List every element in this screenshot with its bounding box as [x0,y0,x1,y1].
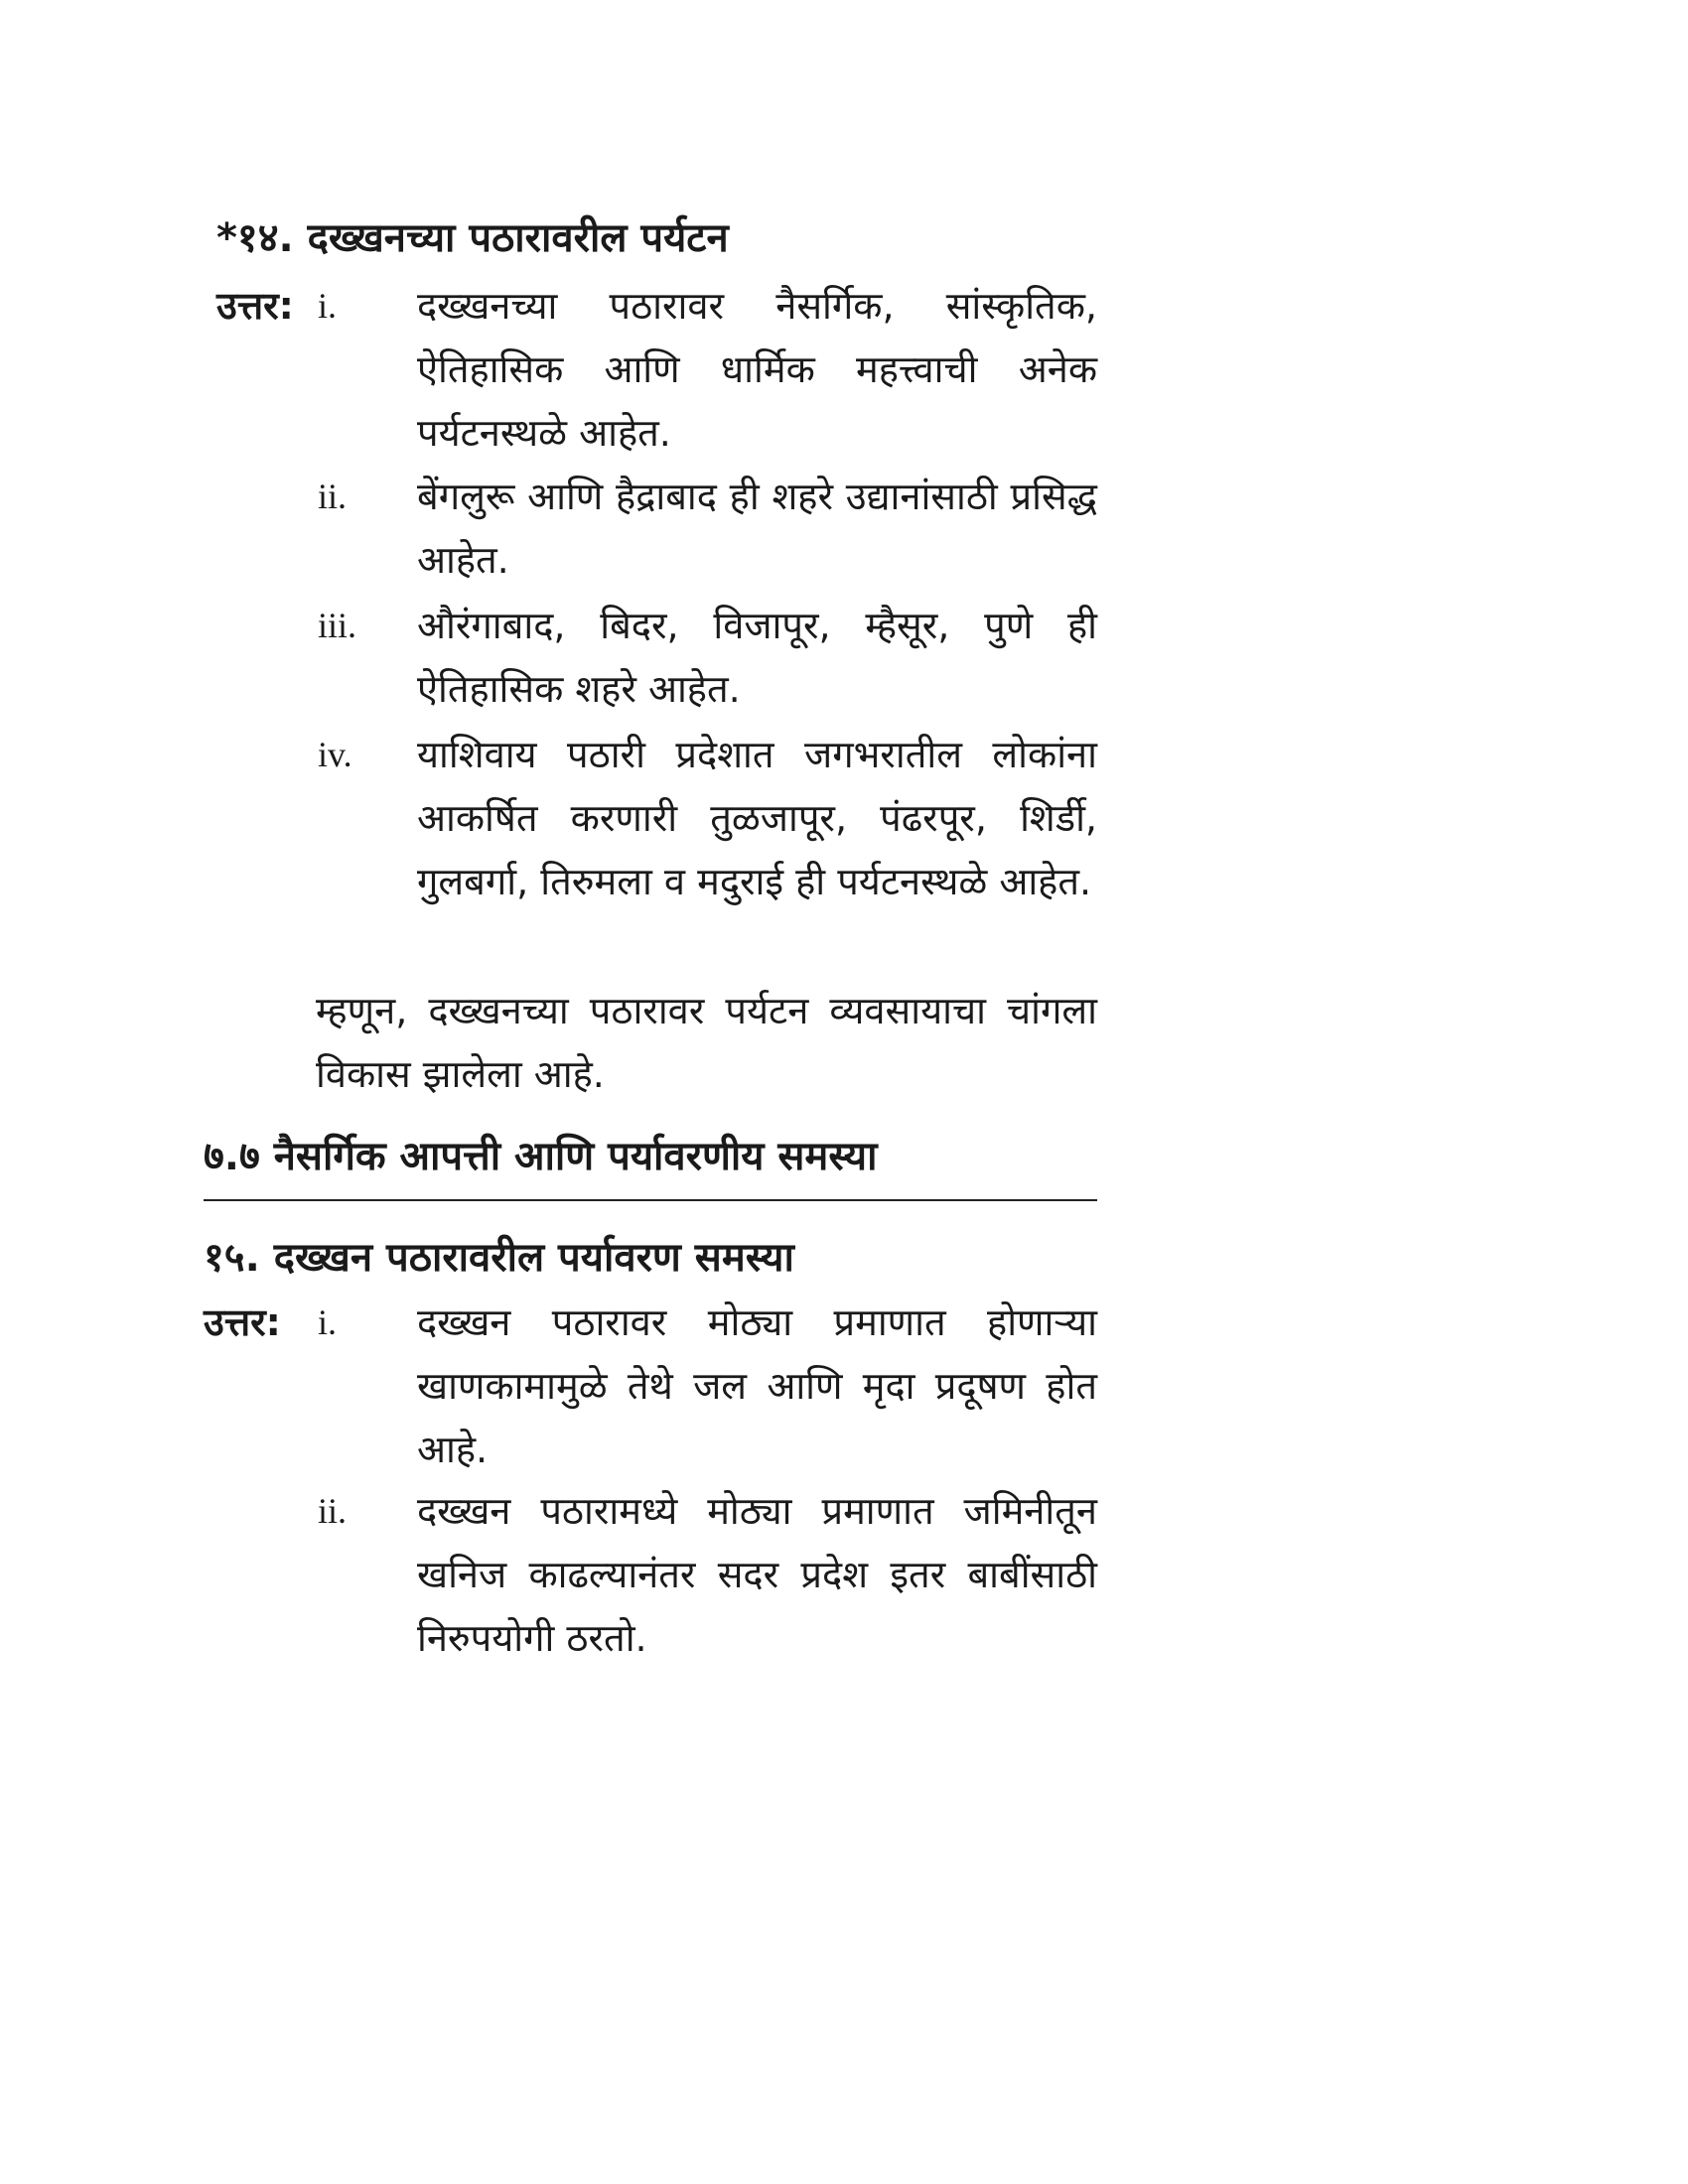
item-numeral: i. [318,286,338,326]
section-7-7-heading: ७.७ नैसर्गिक आपत्ती आणि पर्यावरणीय समस्या [204,1134,878,1179]
item-numeral: ii. [318,477,348,516]
item-text: दख्खनच्या पठारावर नैसर्गिक, सांस्कृतिक, ऐतिहासिक आणि धार्मिक महत्त्वाची अनेक पर्यटनस्थळे आहेत. [417,284,1097,455]
item-text: बेंगलुरू आणि हैद्राबाद ही शहरे उद्यानांसाठी प्रसिद्ध आहेत. [417,475,1097,582]
item-numeral: i. [318,1302,338,1342]
section-divider [204,1199,1097,1201]
answer-label-14: उत्तर: [216,284,294,328]
item-text: औरंगाबाद, बिदर, विजापूर, म्हैसूर, पुणे ही ऐतिहासिक शहरे आहेत. [417,604,1097,711]
item-numeral: iv. [318,735,352,774]
item-numeral: iii. [318,606,357,645]
item-text: दख्खन पठारामध्ये मोठ्या प्रमाणात जमिनीतून खनिज काढल्यानंतर सदर प्रदेश इतर बाबींसाठी निरुपयोगी ठरतो. [417,1489,1097,1660]
question-15-heading: १५. दख्खन पठारावरील पर्यावरण समस्या [204,1235,794,1281]
item-numeral: ii. [318,1491,348,1531]
conclusion-paragraph: म्हणून, दख्खनच्या पठारावर पर्यटन व्यवसायाचा चांगला विकास झालेला आहे. [316,989,1097,1096]
item-text: याशिवाय पठारी प्रदेशात जगभरातील लोकांना आकर्षित करणारी तुळजापूर, पंढरपूर, शिर्डी, गुलबर्गा, तिरुमला व मदुराई ही पर्यटनस्थळे आहेत. [417,733,1097,903]
question-14-heading: *१४. दख्खनच्या पठारावरील पर्यटन [216,215,729,261]
item-text: दख्खन पठारावर मोठ्या प्रमाणात होणाऱ्या खाणकामामुळे तेथे जल आणि मृदा प्रदूषण होत आहे. [417,1300,1097,1471]
answer-label-15: उत्तर: [204,1300,281,1344]
